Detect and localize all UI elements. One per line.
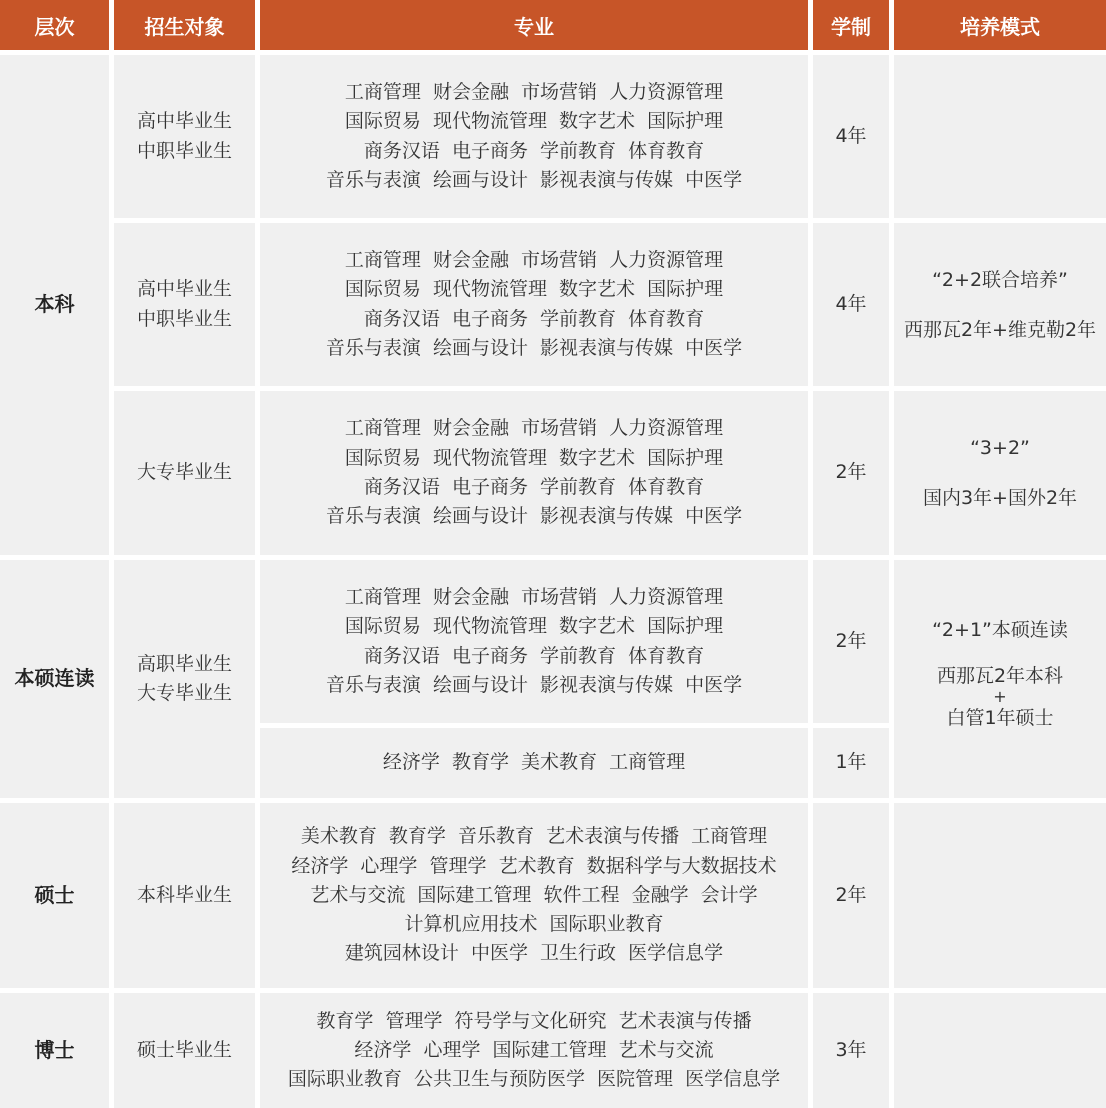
duration-cell: 4年: [813, 223, 889, 386]
major-cell: [260, 55, 808, 218]
major-line: 商务汉语 电子商务 学前教育 体育教育: [363, 476, 705, 498]
mode-cell-empty: [894, 803, 1106, 988]
mode-title: “2+1”本硕连读: [932, 619, 1068, 641]
mode-title: “3+2”: [970, 437, 1030, 459]
plus-sign: +: [993, 687, 1007, 706]
major-line: 工商管理 财会金融 市场营销 人力资源管理: [344, 248, 724, 271]
target-text: 大专毕业生: [136, 682, 232, 704]
major-line: 商务汉语 电子商务 学前教育 体育教育: [363, 644, 705, 667]
mode-cell: [894, 391, 1106, 555]
major-line: 教育学 管理学 符号学与文化研究 艺术表演与传播: [316, 1009, 752, 1032]
target-text: 中职毕业生: [136, 307, 232, 330]
major-line: 音乐与表演 绘画与设计 影视表演与传媒 中医学: [325, 673, 743, 696]
major-line: 音乐与表演 绘画与设计 影视表演与传媒 中医学: [325, 505, 743, 528]
duration-cell: 2年: [813, 391, 889, 555]
header-target: 招生对象: [114, 0, 255, 50]
duration-cell: 1年: [813, 728, 889, 798]
major-cell: [260, 803, 808, 988]
mode-cell-empty: [894, 993, 1106, 1108]
header-level: 层次: [0, 0, 109, 50]
target-cell: [114, 803, 255, 988]
mode-cell: [894, 223, 1106, 386]
level-lianxu: 本硕连读: [0, 560, 109, 798]
level-benke: 本科: [0, 55, 109, 555]
target-text: 高中毕业生: [136, 278, 232, 301]
major-line: 商务汉语 电子商务 学前教育 体育教育: [363, 307, 705, 330]
major-line: 经济学 教育学 美术教育 工商管理: [382, 751, 686, 774]
major-cell: [260, 728, 808, 798]
major-line: 音乐与表演 绘画与设计 影视表演与传媒 中医学: [325, 168, 743, 191]
major-line: 艺术与交流 国际建工管理 软件工程 金融学 会计学: [310, 883, 758, 906]
major-line: 计算机应用技术 国际职业教育: [404, 913, 664, 936]
level-boshi: 博士: [0, 993, 109, 1108]
target-text: 本科毕业生: [136, 883, 232, 906]
mode-detail: 白管1年硕士: [946, 707, 1054, 729]
major-line: 经济学 心理学 国际建工管理 艺术与交流: [354, 1038, 714, 1061]
major-line: 国际贸易 现代物流管理 数字艺术 国际护理: [344, 110, 724, 133]
mode-detail: 西那瓦2年本科: [936, 665, 1064, 687]
major-line: 美术教育 教育学 音乐教育 艺术表演与传播 工商管理: [300, 825, 768, 848]
major-line: 工商管理 财会金融 市场营销 人力资源管理: [344, 585, 724, 608]
target-cell: [114, 560, 255, 798]
target-cell: [114, 391, 255, 555]
header-mode: 培养模式: [894, 0, 1106, 50]
duration-cell: 2年: [813, 560, 889, 723]
major-line: 商务汉语 电子商务 学前教育 体育教育: [363, 139, 705, 162]
header-duration: 学制: [813, 0, 889, 50]
duration-cell: 3年: [813, 993, 889, 1108]
mode-title: “2+2联合培养”: [932, 268, 1068, 291]
duration-cell: 2年: [813, 803, 889, 988]
major-cell: [260, 560, 808, 723]
major-line: 工商管理 财会金融 市场营销 人力资源管理: [344, 80, 724, 103]
header-major: 专业: [260, 0, 808, 50]
mode-detail: 国内3年+国外2年: [922, 487, 1078, 509]
level-shuoshi: 硕士: [0, 803, 109, 988]
major-line: 经济学 心理学 管理学 艺术教育 数据科学与大数据技术: [291, 854, 777, 877]
target-text: 硕士毕业生: [136, 1038, 232, 1061]
major-line: 国际贸易 现代物流管理 数字艺术 国际护理: [344, 446, 724, 469]
target-text: 中职毕业生: [136, 139, 232, 162]
target-cell: [114, 223, 255, 386]
target-text: 高中毕业生: [136, 110, 232, 133]
major-cell: [260, 223, 808, 386]
major-line: 国际职业教育 公共卫生与预防医学 医院管理 医学信息学: [287, 1068, 781, 1091]
major-line: 音乐与表演 绘画与设计 影视表演与传媒 中医学: [325, 336, 743, 359]
target-cell: [114, 993, 255, 1108]
major-cell: [260, 391, 808, 555]
mode-cell-empty: [894, 55, 1106, 218]
major-line: 国际贸易 现代物流管理 数字艺术 国际护理: [344, 278, 724, 301]
major-line: 工商管理 财会金融 市场营销 人力资源管理: [344, 417, 724, 440]
major-line: 国际贸易 现代物流管理 数字艺术 国际护理: [344, 615, 724, 638]
mode-detail: 西那瓦2年+维克勒2年: [903, 318, 1097, 341]
major-line: 建筑园林设计 中医学 卫生行政 医学信息学: [344, 942, 724, 965]
target-text: 高职毕业生: [136, 652, 232, 675]
major-cell: [260, 993, 808, 1108]
duration-cell: 4年: [813, 55, 889, 218]
mode-cell: [894, 560, 1106, 798]
target-cell: [114, 55, 255, 218]
target-text: 大专毕业生: [136, 461, 232, 484]
